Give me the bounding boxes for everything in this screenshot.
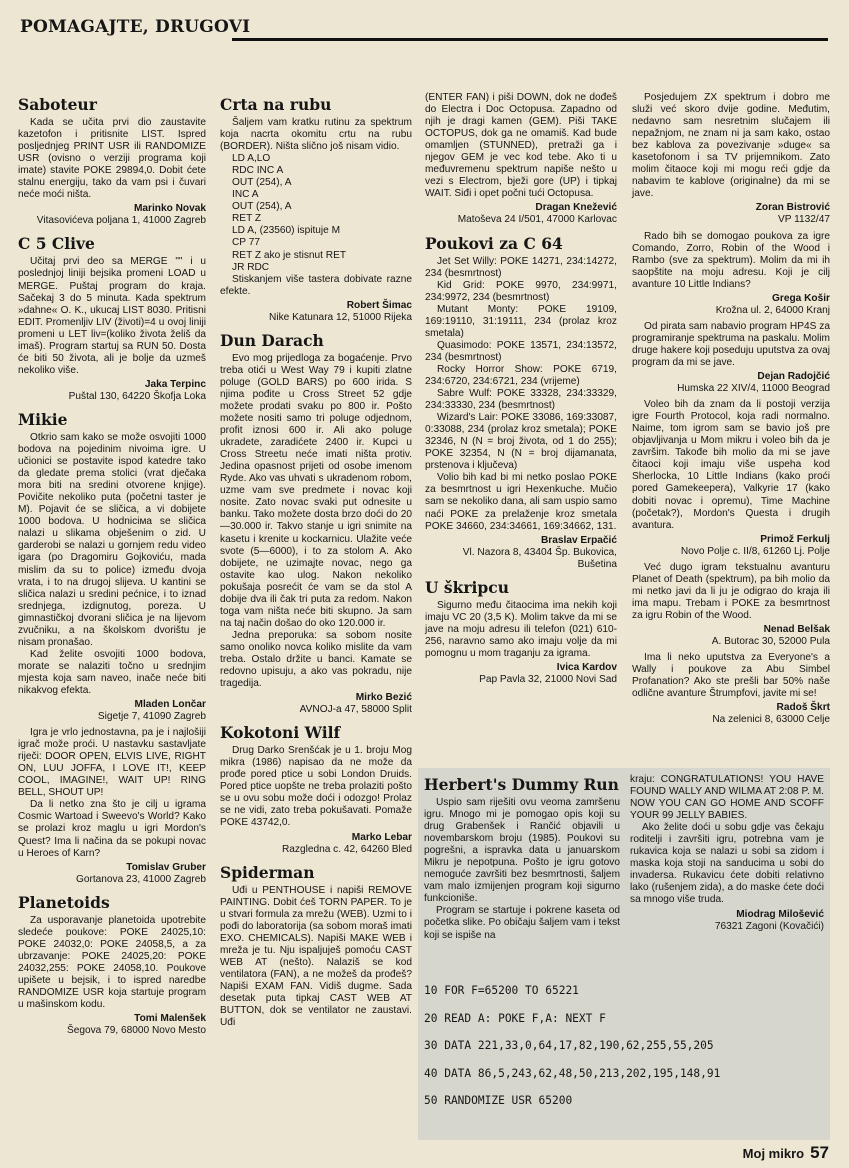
article-body: Uspio sam riješiti ovu veoma zamršenu igru. Mnogo mi je pomogao opis koji su drug Grabenšek i Rančić objavili u novembarskom broju (1985). Poukovi su pogrešni, a ispravka data u januarskom Mikru je nepotpuna. Pošto je igru gotovo nemoguće završiti bez besmrtnosti, šaljem vam malo izmijenjen program koji sigurno funkcioniše. xyxy=(424,797,620,905)
article-title: U škripcu xyxy=(425,577,509,597)
column-3 xyxy=(425,92,617,690)
box-left-column xyxy=(424,774,620,942)
article-body: Igra je vrlo jednostavna, pa je i najlošiji igrač može proći. U nastavku sastavljate riječi: DOOR OPEN, ELVIS LIVE, RIGHT ON, LUU JOFFA, I LOVE IT!, KEEP COOL, IMAGINE!, WAIT UP! RING BELL, SHOUT UP! xyxy=(18,727,206,799)
article-body: Drug Darko Srenšćak je u 1. broju Mog mikra (1986) napisao da ne može da prođe pored ptice u sobi London Druids. Pored ptice uopšte ne treba prolaziti pošto se u ovu sobu može doći i odozgo! Prolaz se ne vidi, zato treba pokušavati. Pomaže POKE 43742,0. xyxy=(220,745,412,829)
article-body: Otkrio sam kako se može osvojiti 1000 bodova na pojedinim nivoima igre. U učionici se postavite ispod katedre tako da gledate prema stolici (vrat dječaka mora biti na sredini otvorene knjige). Povičite nekoliko puta (početni taster je M). Pojavit će se sličica, a vi dobijete 1000 bodova. U hodniciма se sličica nalazi u slikama obješenim o zid. U garderobi se nalazi u gornjem redu video igara (po Dragomiru Gojkoviću, mada mislim da su to police) između dvoja vrata, i to na drugoj slijeva. U kantini se sličica nalazi u sredini pećnice, i to iznad srednjega, izdignutog, poreza. U gimnastičkoj dvorani sličica je na lijevom zvučniku, a na školskom dvorištu je nisam pronašao. xyxy=(18,431,206,648)
code-line: LD A,LO xyxy=(232,153,271,165)
author: Jaka Terpinc xyxy=(144,378,206,390)
letter-body: Od pirata sam nabavio program HP4S za programiranje spektruma na paskalu. Molim druge hakere koji poseduju uputstva za ovaj program da mi se jave. xyxy=(632,320,830,368)
address: Gortanova 23, 41000 Zagreb xyxy=(75,873,206,885)
poke-entry: Rocky Horror Show: POKE 6719, 234:6720, 234:6721, 234 (vrijeme) xyxy=(425,363,617,387)
address: Puštal 130, 64220 Škofja Loka xyxy=(68,390,206,402)
article-title: Kokotoni Wilf xyxy=(220,723,341,743)
article-body: Učitaj prvi deo sa MERGE "" i u poslednjoj liniji bejsika promeni LOAD u MERGE. Puštaj program do kraja. Sačekaj 3 do 5 minuta. Kada spektrum »dahne« O. K., ukucaj LIST 8030. Pritisni EDIT. Promenljiv LIV (životi)=4 u ovoj liniji promeni u LET liv=(koliko života želiš da imaš). Program startuj sa RUN 50. Dosta će biti 50 života, ali je bolje da uzmeš nekoliko više. xyxy=(18,256,206,376)
basic-listing xyxy=(424,984,830,1122)
article-body: Ako želite doći u sobu gdje vas čekaju roditelji i završiti igru, potrebna vam je rukavica koja se nalazi u sobi sa zidom i maska koja stoji na sanducima u sobi do invadersa. Rukavicu ćete dobiti relativno lako (rušenjem zida), a do maske ćete doći sa mnogo više truda. xyxy=(630,822,824,906)
column-1 xyxy=(18,92,206,1041)
letter-body: Već dugo igram tekstualnu avanturu Planet of Death (spektrum), pa bih molio da mi netko javi da li ju je odigrao do kraja ili ima mapu. Trebam i POKE za besmrtnost za igru Robin of the Wood. xyxy=(632,561,830,621)
address: Šegova 79, 68000 Novo Mesto xyxy=(66,1025,206,1037)
magazine-name: Moj mikro xyxy=(742,1146,805,1161)
author: Ivica Kardov xyxy=(556,661,617,673)
article-body: Sigurno među čitaocima ima nekih koji imaju VC 20 (3,5 K). Molim takve da mi se jave na moju adresu ili telefon (021) 610-256, naravno samo ako imaju volje da mi pomognu u mom traganju za igrama. xyxy=(425,599,617,659)
code-line: JR RDC xyxy=(232,261,270,273)
article-title: Mikie xyxy=(18,409,68,429)
box-right-column xyxy=(630,774,824,937)
page-footer xyxy=(743,1143,829,1163)
address: Razgledna c. 42, 64260 Bled xyxy=(281,843,412,855)
author: Tomislav Gruber xyxy=(126,861,206,873)
listing-line: 10 FOR F=65200 TO 65221 xyxy=(424,984,579,997)
author: Mirko Bezić xyxy=(355,692,412,704)
article-title: Poukovi za C 64 xyxy=(425,233,563,253)
code-line: RET Z xyxy=(232,213,262,225)
page-number: 57 xyxy=(810,1143,829,1162)
article-body: Uđi u PENTHOUSE i napiši REMOVE PAINTING. Dobit ćeš TORN PAPER. To je u stvari formula za mrežu (WEB). Uzmi to i pođi do laboratorija (sa sobom moraš imati EXO. CHEMICALS). Napiši MAKE WEB i mreža je tu. Nju ispaljuješ pomoću CAST WEB AT (nešto). Nalaziš se kod ventilatora (FAN), a ne možeš da prođeš? Napiši EXAM FAN. Vidiš dugme. Sada desetak puta tipkaj CAST WEB AT BUTTON, dok se ventilator ne zaustavi. Uđi xyxy=(220,884,412,1029)
address: Humska 22 XIV/4, 11000 Beograd xyxy=(677,383,830,395)
code-line: RDC INC A xyxy=(232,165,284,177)
poke-entry: Wizard's Lair: POKE 33086, 169:33087, 0:33088, 234 (prolaz kroz smetala); POKE 32346, N (N = broj života, od 1 do 255); POKE 32354, N (N = broj dijamanata, prstenova i ključeva) xyxy=(425,412,617,472)
column-4 xyxy=(632,92,830,730)
author: Zoran Bistrović xyxy=(755,202,830,214)
author: Primož Ferkulj xyxy=(760,533,830,545)
article-body: Za usporavanje planetoida upotrebite sledeće poukove: POKE 24025,10: POKE 24032,0: POKE 24058,5, a za ubrzavanje: POKE 24025,20: POKE 24032,255: POKE 24058,10. Poukove upišete u bejsik, i to ispred naredbe RANDOMIZE USR koja startuje program u mašinskom kodu. xyxy=(18,914,206,1011)
author: Braslav Erpačić xyxy=(541,534,617,546)
code-line: INC A xyxy=(232,189,259,201)
author: Nenad Belšak xyxy=(763,623,830,635)
code-line: RET Z ako je stisnut RET xyxy=(232,249,347,261)
author: Grega Košir xyxy=(772,292,830,304)
article-title: Herbert's Dummy Run xyxy=(424,775,619,794)
author: Miodrag Milošević xyxy=(736,908,824,920)
article-title: C 5 Clive xyxy=(18,234,95,254)
poke-entry: Mutant Monty: POKE 19109, 169:19110, 31:19111, 234 (prolaz kroz smetala) xyxy=(425,303,617,339)
poke-entry: Jet Set Willy: POKE 14271, 234:14272, 234 (besmrtnost) xyxy=(425,255,617,279)
address: Na zelenici 8, 63000 Celje xyxy=(712,714,830,726)
article-body: (ENTER FAN) i piši DOWN, dok ne dođeš do Electra i Doc Octopusa. Zapadno od njih je dragi kamen (GEM). Piši TAKE OCTOPUS, dok ga ne omamiš. Kad bude omamljen (STUNNED), pretraži ga i njegov GEM je vec kod tebe. Ako ti u međuvremenu spektrum napiše nešto u vezi s Electrom, bježi gore (UP) i tipkaj WAIT. Siđi i opet počni tući Octopusa. xyxy=(425,92,617,200)
address: AVNOJ-a 47, 58000 Split xyxy=(299,704,412,716)
author: Radoš Škrt xyxy=(776,702,830,714)
article-body: Kad želite osvojiti 1000 bodova, morate se nalaziti točno u srednjim mjesta koja sam naveo, inače neće biti nikakvog efekta. xyxy=(18,648,206,696)
code-line: OUT (254), A xyxy=(232,201,292,213)
column-2 xyxy=(220,92,412,1029)
address: Pap Pavla 32, 21000 Novi Sad xyxy=(479,674,617,686)
letter-body: Posjedujem ZX spektrum i dobro me služi već skoro dvije godine. Međutim, nedavno sam nesretnim slučajem ili nepažnjom, ne znam ni ja sam kako, ostao bez kablova za povezivanje »duge« sa kasetofonom i sa TV prijemnikom. Zato molim čitaoce koji mi mogu reći gdje da nabavim te kablove (originalne) da mi se jave. xyxy=(632,92,830,200)
listing-line: 30 DATA 221,33,0,64,17,82,190,62,255,55,205 xyxy=(424,1039,714,1052)
poke-entry: Kid Grid: POKE 9970, 234:9971, 234:9972, 234 (besmrtnost) xyxy=(425,279,617,303)
article-body: Da li netko zna što je cilj u igrama Cosmic Wartoad i Sweevo's World? Kako se prolazi kroz maglu u igri Mordon's Quest? Ima li načina da se pokupi novac u Heroes of Karn? xyxy=(18,799,206,859)
letter-body: Voleo bih da znam da li postoji verzija igre Fourth Protocol, koja radi normalno. Naime, tom igrom sam se bavio još pre objavljivanja u Mom mikru i voleo bih da je završim. Takođe bih molio da mi se jave čitaoci koji imaju više uspeha kod Sherlocka, 10 Little Indians (kako proći pored Gamekeepera), Valkyrie 17 (kako dobiti novac i opremu), Time Machine (početak?), Mordon's Questa i drugih avantura. xyxy=(632,399,830,531)
article-title: Spiderman xyxy=(220,862,315,882)
author: Marko Lebar xyxy=(351,831,412,843)
article-title: Saboteur xyxy=(18,95,97,114)
address: Novo Polje c. II/8, 61260 Lj. Polje xyxy=(680,545,830,557)
article-body: Volio bih kad bi mi netko poslao POKE za besmrtnost u igri Hexenkuche. Mučio sam se nekoliko dana, ali sam uspio samo naći POKE za prelaženje kroz smetala POKE 34660, 234:34661, 169:34662, 131. xyxy=(425,472,617,532)
author: Dejan Radojčić xyxy=(757,371,830,383)
article-body: Jedna preporuka: sa sobom nosite samo onoliko novca koliko mislite da vam treba. Ostalo držite u banci. Kamate se redovno upisuju, a ako vas pokradu, nije tragedija. xyxy=(220,629,412,690)
address: Krožna ul. 2, 64000 Kranj xyxy=(715,304,830,316)
code-line: CP 77 xyxy=(232,237,260,249)
letter-body: Ima li neko uputstva za Everyone's a Wally i poukove za Abu Simbel Profanation? Ako ste prešli bar 50% naše odlične avanture Štrumpfovi, javite mi se! xyxy=(632,652,830,700)
article-body: kraju: CONGRATULATIONS! YOU HAVE FOUND WALLY AND WILMA AT 2:08 P. M. NOW YOU CAN GO HOME AND SCOFF YOUR 99 JELLY BABIES. xyxy=(630,774,824,822)
article-body: Kada se učita prvi dio zaustavite kazetofon i pritisnite LIST. Ispred posljednjeg PRINT USR ili RANDOMIZE USR (ovisno o verziji programa koji imate) stavite POKE 29894,0. Dobit ćete stalnu energiju, tako da vam psi i čuvari neće moći ništa. xyxy=(18,117,206,201)
article-title: Dun Darach xyxy=(220,330,324,350)
address: Vl. Nazora 8, 43404 Šp. Bukovica, Bušetina xyxy=(462,546,617,570)
address: Sigetje 7, 41090 Zagreb xyxy=(97,711,206,723)
article-body: Šaljem vam kratku rutinu za spektrum koja nacrta okomitu crtu na rubu (BORDER). Ništa slično još nisam vidio. xyxy=(220,117,412,153)
listing-line: 20 READ A: POKE F,A: NEXT F xyxy=(424,1011,606,1025)
listing-line: 40 DATA 86,5,243,62,48,50,213,202,195,148,91 xyxy=(424,1066,721,1080)
author: Dragan Knežević xyxy=(535,202,617,214)
letter-body: Rado bih se domogao poukova za igre Comando, Zorro, Robin of the Wood i Rambo (sve za spektrum). Molim da mi ih saopštite na moju adresu. Koji je cilj avanture 10 Little Indians? xyxy=(632,230,830,290)
article-title: Crta na rubu xyxy=(220,95,332,114)
listing-line: 50 RANDOMIZE USR 65200 xyxy=(424,1094,573,1107)
author: Mladen Lončar xyxy=(134,699,206,711)
author: Robert Šimac xyxy=(346,299,412,311)
code-listing xyxy=(232,153,412,273)
author: Marinko Novak xyxy=(133,203,206,215)
address: A. Butorac 30, 52000 Pula xyxy=(711,636,830,648)
herberts-dummy-run-box xyxy=(418,768,830,1140)
address: Vitasovićeva poljana 1, 41000 Zagreb xyxy=(36,215,206,227)
poke-entry: Sabre Wulf: POKE 33328, 234:33329, 234:33330, 234 (besmrtnost) xyxy=(425,388,617,412)
header-rule xyxy=(232,38,828,41)
address: 76321 Zagoni (Kovačići) xyxy=(714,920,824,932)
address: Matoševa 24 I/501, 47000 Karlovac xyxy=(457,214,617,226)
address: VP 1132/47 xyxy=(778,214,830,226)
article-body: Evo mog prijedloga za bogaćenje. Prvo treba otići u West Way 79 i kupiti zlatne poluge (GOLD BARS) po 600 irida. S njima pođite u Cross Street 52 gdje možete prodati svaku po 800 ir. Pošto možete nositi samo tri poluge odjednom, profit iznosi 600 ir. Ali ako poluge ukradete, zaradićete 2400 ir. Kupci u Cross Streetu neće imati ništa protiv. Jedina opasnost prijeti od osobe imenom Ryde. Ako vas uhvati s ukradenom robom, uzme vam sve predmete i novac koji nosite. Zato novac svaki put odnesite u banku. Tako možete dosta brzo doći do 20—30.000 ir. Takvo stanje u igri snimite na kasetu i krenite u kockarnicu. Ulažite veće svote (5—6000), i to za stolom A. Ako dobijete, ne uzimajte novac, nego ga ostavite kao ulog. Nakon nekoliko pokušaja posrećit će vam se da stol A dobije dva ili čak tri puta za redom. Nakon toga vam ništa neće biti skupno. Ja sam na taj način došao do oko 120.000 ir. xyxy=(220,352,412,629)
article-body: Program se startuje i pokrene kaseta od početka slike. Po običaju šaljem vam i tekst koji se ispiše na xyxy=(424,905,620,941)
author: Tomi Malenšek xyxy=(134,1013,206,1025)
code-line: OUT (254), A xyxy=(232,177,292,189)
address: Nike Katunara 12, 51000 Rijeka xyxy=(269,311,412,323)
section-title: POMAGAJTE, DRUGOVI xyxy=(20,17,251,37)
article-body: Stiskanjem više tastera dobivate razne efekte. xyxy=(220,273,412,297)
article-title: Planetoids xyxy=(18,892,110,912)
code-line: LD A, (23560) ispituje M xyxy=(232,225,341,237)
page-header xyxy=(20,14,828,42)
poke-entry: Quasimodo: POKE 13571, 234:13572, 234 (besmrtnost) xyxy=(425,339,617,363)
